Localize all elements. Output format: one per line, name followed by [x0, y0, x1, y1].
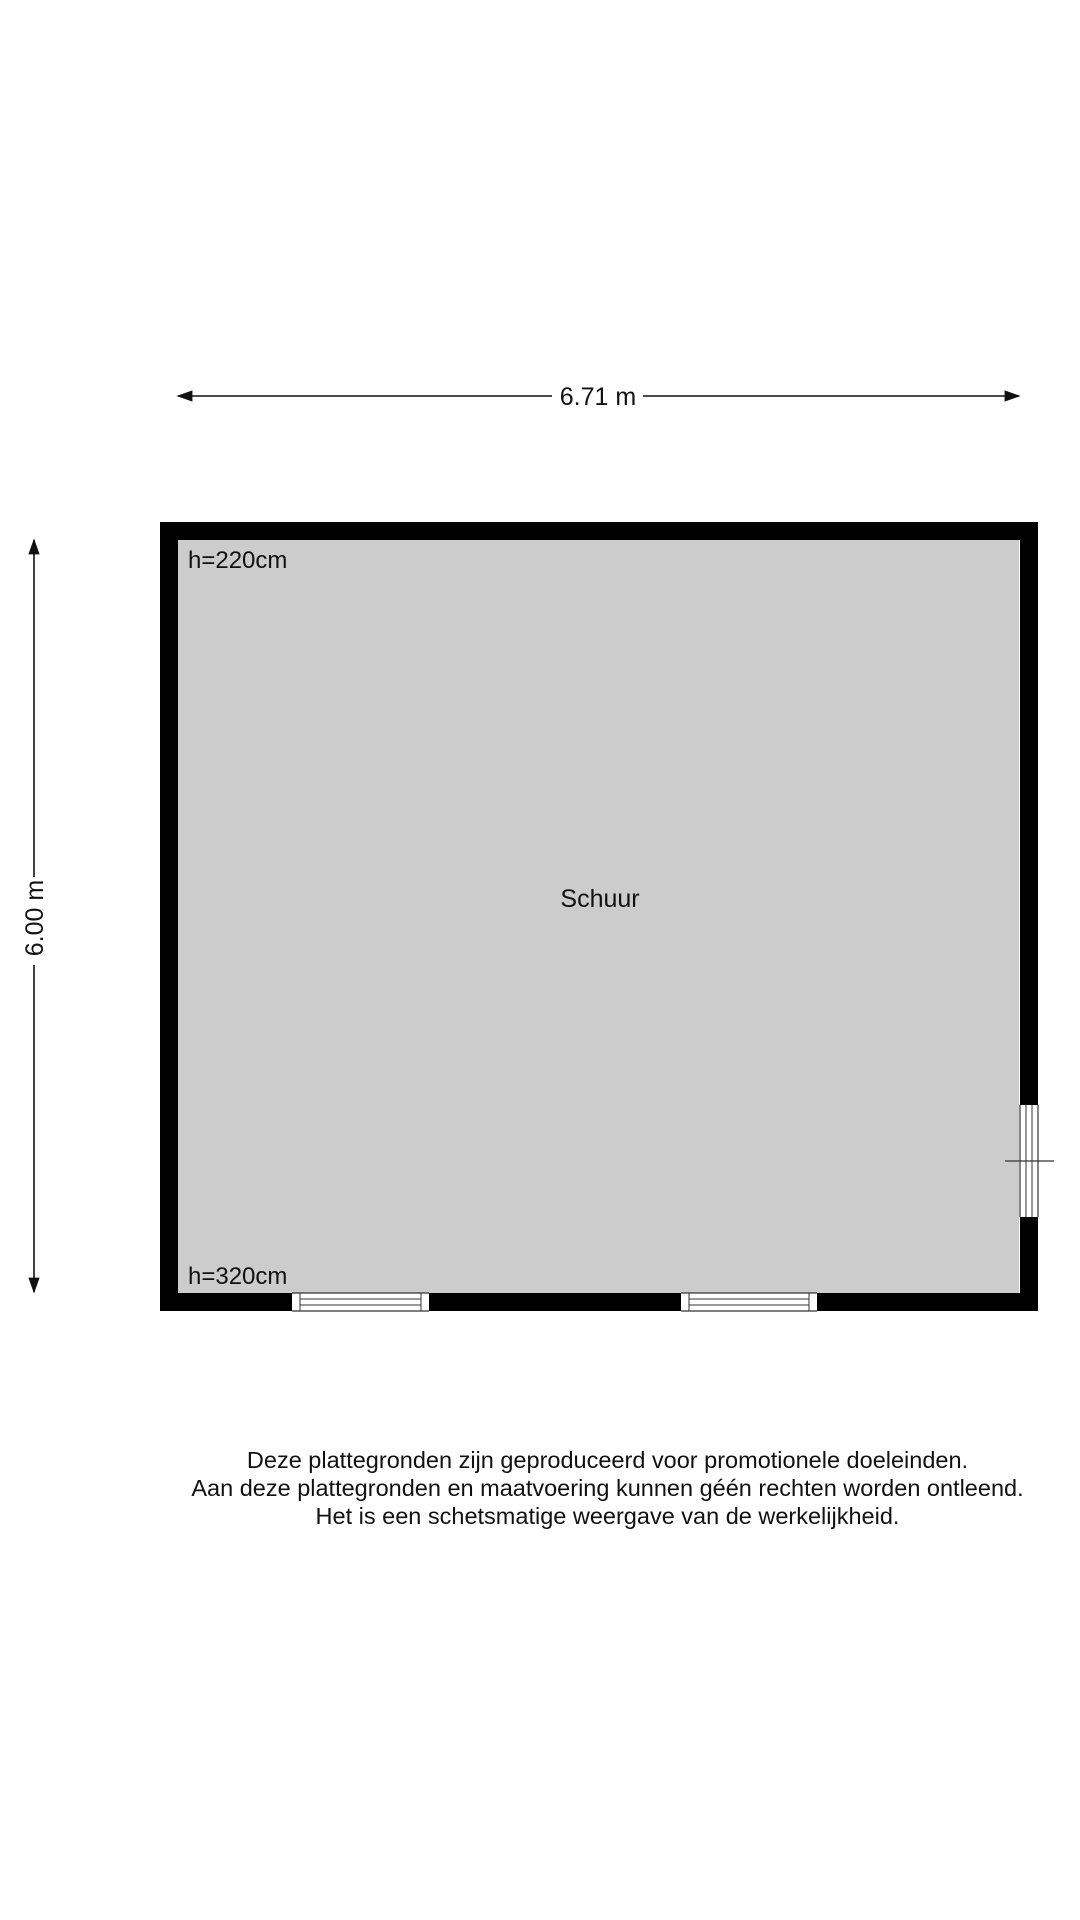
wall-left [160, 522, 178, 1311]
wall-bottom-left [160, 1293, 292, 1311]
window-frame [292, 1293, 429, 1311]
window-bottom-right [681, 1293, 817, 1311]
height-label-top-left: h=220cm [188, 547, 288, 574]
wall-bottom-right [817, 1293, 1038, 1311]
height-dimension [21, 540, 49, 1292]
height-dimension-label: 6.00 m [21, 879, 49, 957]
disclaimer-line-1: Deze plattegronden zijn geproduceerd voor promotionele doeleinden. [246, 1447, 969, 1473]
width-dimension-label: 6.71 m [559, 383, 637, 411]
wall-bottom-middle [429, 1293, 681, 1311]
disclaimer-line-2: Aan deze plattegronden en maatvoering kunnen géén rechten worden ontleend. [191, 1475, 1024, 1501]
room-name-label: Schuur [560, 885, 640, 913]
width-dimension [178, 383, 1019, 411]
disclaimer-line-3: Het is een schetsmatige weergave van de werkelijkheid. [315, 1503, 900, 1529]
room-floor [178, 540, 1019, 1293]
window-bottom-left [292, 1293, 429, 1311]
wall-right-upper [1020, 522, 1038, 1105]
wall-top [160, 522, 1038, 540]
disclaimer-text [0, 1446, 1080, 1530]
height-label-bottom-left: h=320cm [188, 1263, 288, 1290]
window-frame [681, 1293, 817, 1311]
